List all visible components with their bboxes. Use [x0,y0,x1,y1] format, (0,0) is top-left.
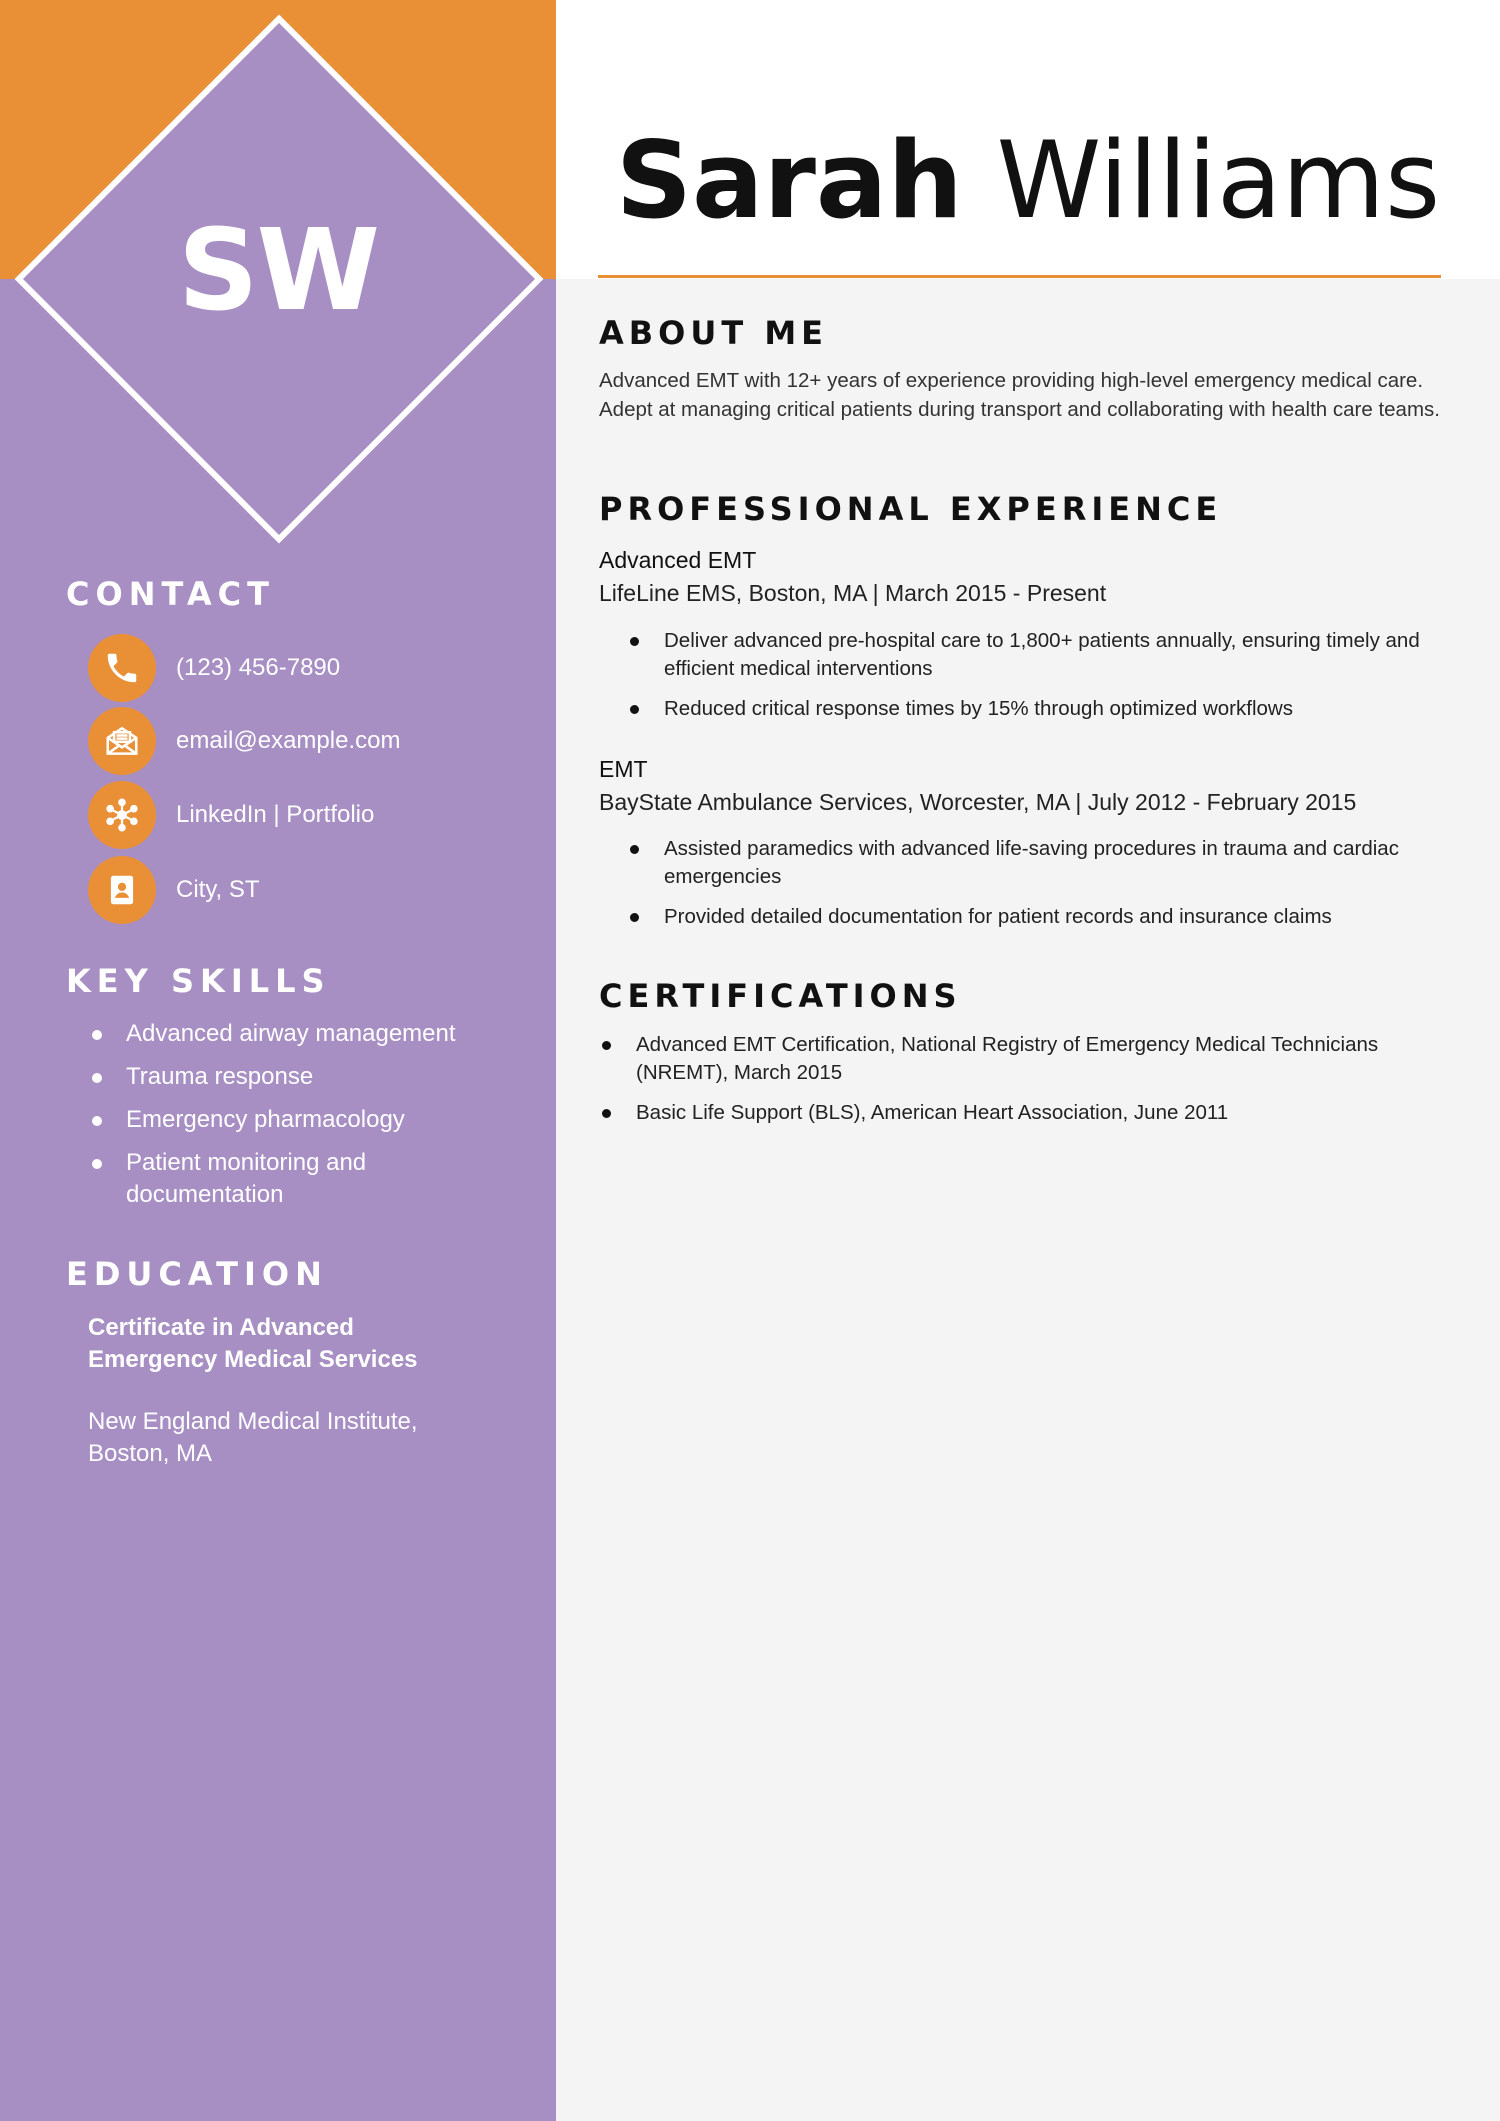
email-icon [88,707,156,775]
job-bullets [664,627,1464,735]
contact-location [88,856,260,924]
location-text: City, ST [176,876,260,903]
phone-icon [88,634,156,702]
about-text: Advanced EMT with 12+ years of experience providing high-level emergency medical care. Adept at managing critical patients during transport and collaborating with health care teams. [599,369,1440,421]
links-text: LinkedIn | Portfolio [176,801,375,828]
job-bullets [664,835,1464,943]
phone-number: (123) 456-7890 [176,654,341,681]
about-heading: ABOUT ME [599,314,829,352]
list-item: Trauma response [88,1061,508,1093]
page-title [556,119,1500,242]
last-name: Williams [996,119,1441,242]
education-degree: Certificate in Advanced Emergency Medical Services [88,1314,418,1373]
first-name: Sarah [615,119,963,242]
list-item: Assisted paramedics with advanced life-saving procedures in trauma and cardiac emergencies [664,835,1464,891]
monogram: SW [177,206,379,336]
address-book-icon [88,856,156,924]
list-item: Basic Life Support (BLS), American Heart Association, June 2011 [636,1099,1458,1127]
list-item: Provided detailed documentation for patient records and insurance claims [664,903,1464,931]
job-meta: BayState Ambulance Services, Worcester, MA | July 2012 - February 2015 [599,789,1357,815]
contact-heading: CONTACT [66,575,275,613]
experience-heading: PROFESSIONAL EXPERIENCE [599,490,1223,528]
list-item: Advanced EMT Certification, National Registry of Emergency Medical Technicians (NREMT), March 2015 [636,1031,1458,1087]
contact-links[interactable] [88,781,374,849]
contact-phone[interactable] [88,634,340,702]
contact-email[interactable] [88,707,400,775]
job-meta: LifeLine EMS, Boston, MA | March 2015 - Present [599,580,1107,606]
network-icon [88,781,156,849]
list-item: Advanced airway management [88,1018,508,1050]
certifications-list [636,1031,1458,1139]
header-divider [598,275,1441,278]
job-title: EMT [599,756,648,782]
skills-list [88,1018,508,1222]
list-item: Deliver advanced pre-hospital care to 1,800+ patients annually, ensuring timely and efficient medical interventions [664,627,1464,683]
certifications-heading: CERTIFICATIONS [599,977,962,1015]
education-heading: EDUCATION [66,1255,328,1293]
job-title: Advanced EMT [599,547,757,573]
education-school: New England Medical Institute, Boston, MA [88,1408,418,1467]
list-item: Reduced critical response times by 15% through optimized workflows [664,695,1464,723]
list-item: Emergency pharmacology [88,1104,508,1136]
email-address: email@example.com [176,727,401,754]
skills-heading: KEY SKILLS [66,962,331,1000]
list-item: Patient monitoring and documentation [88,1147,508,1211]
